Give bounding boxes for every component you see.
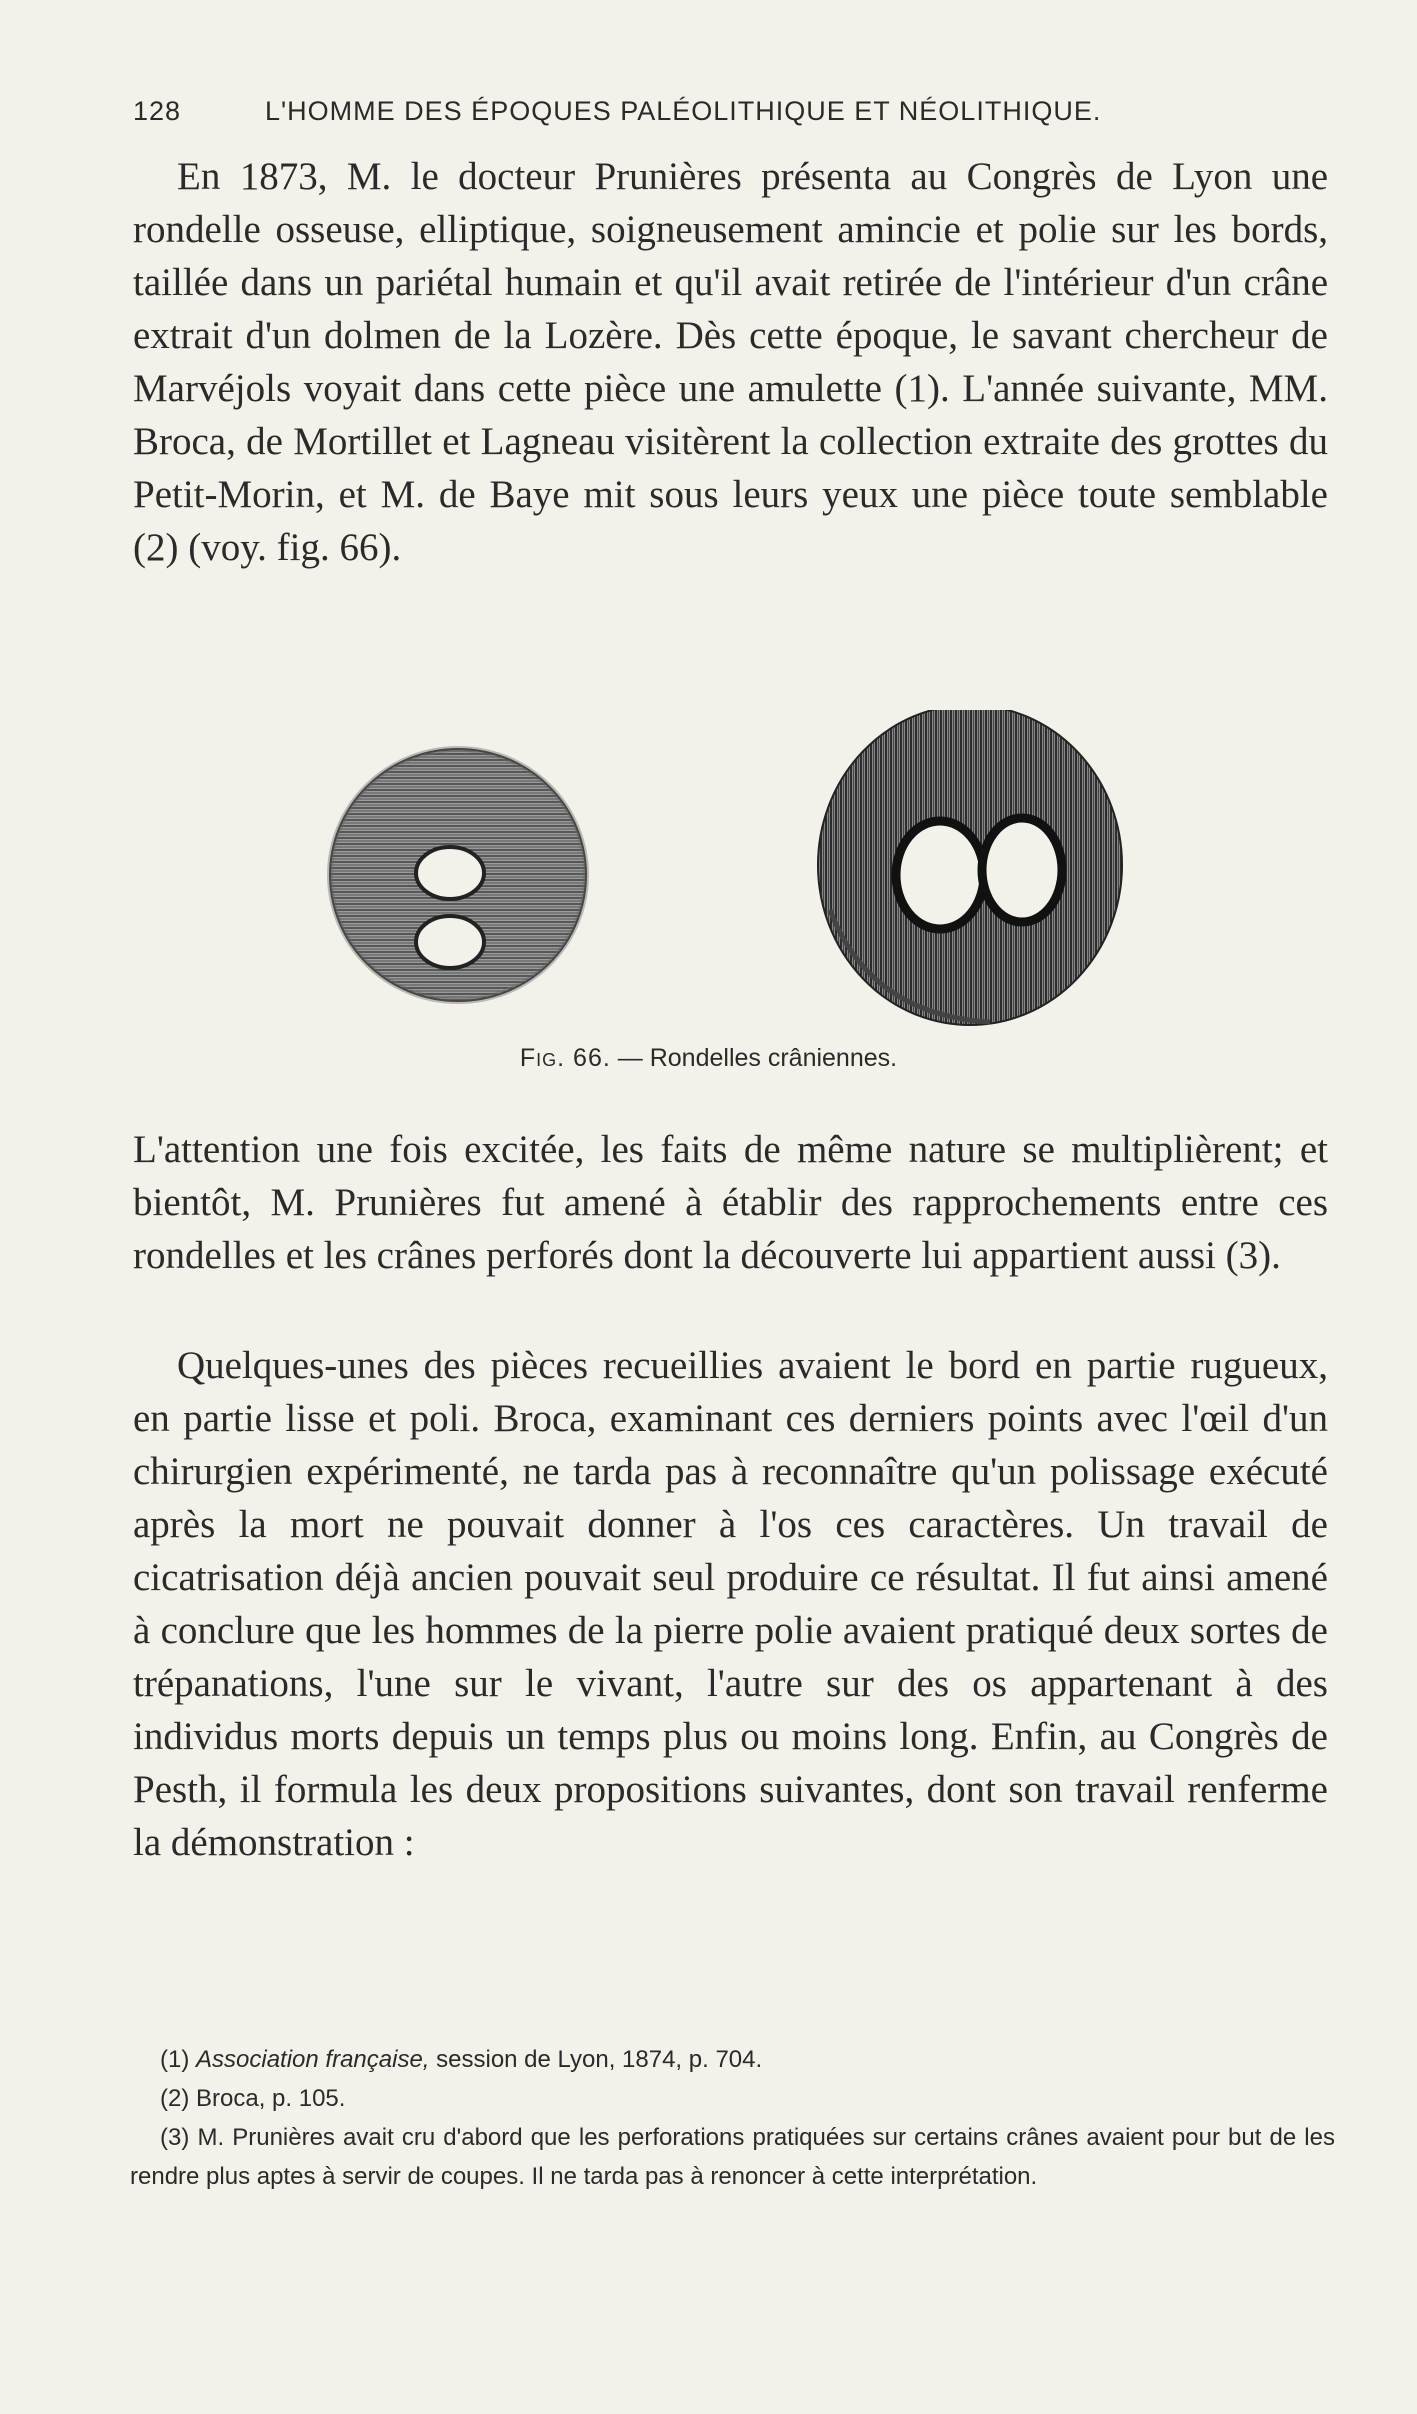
footnote-3-marker: (3) bbox=[160, 2124, 190, 2151]
paragraph-1: En 1873, M. le docteur Prunières présenta au Congrès de Lyon une rondelle osseuse, elliptique, soigneusement amincie et polie sur les bords, taillée dans un pariétal humain et qu'il avait retirée de l'intérieur d'un crâne extrait d'un dolmen de la Lozère. Dès cette époque, le savant chercheur de Marvéjols voyait dans cette pièce une amulette (1). L'année suivante, MM. Broca, de Mortillet et Lagneau visitèrent la collection extraite des grottes du Petit-Morin, et M. de Baye mit sous leurs yeux une pièce toute semblable (2) (voy. fig. 66). bbox=[133, 155, 1328, 569]
running-title: L'HOMME DES ÉPOQUES PALÉOLITHIQUE ET NÉOLITHIQUE. bbox=[265, 96, 1102, 126]
footnote-2-text: Broca, p. 105. bbox=[196, 2085, 346, 2112]
footnote-1 bbox=[160, 2040, 1335, 2079]
footnote-3-text: M. Prunières avait cru d'abord que les perforations pratiquées sur certains crânes avaient pour but de les rendre plus aptes à servir de coupes. Il ne tarda pas à renoncer à cette interprétation. bbox=[130, 2124, 1335, 2190]
footnote-3 bbox=[130, 2118, 1335, 2196]
cranial-discs-illustration bbox=[0, 710, 1417, 1030]
right-rondelle bbox=[818, 710, 1122, 1025]
figure-66 bbox=[0, 710, 1417, 1090]
footnote-1-title: Association française, bbox=[196, 2046, 430, 2073]
footnote-1-text: session de Lyon, 1874, p. 704. bbox=[436, 2046, 763, 2073]
footnote-2 bbox=[160, 2079, 1335, 2118]
figure-caption bbox=[0, 1044, 1417, 1073]
figure-dash: — bbox=[617, 1044, 643, 1072]
paragraph-3: Quelques-unes des pièces recueillies avaient le bord en partie rugueux, en partie lisse et poli. Broca, examinant ces derniers points avec l'œil d'un chirurgien expérimenté, ne tarda pas à reconnaître qu'un polissage exécuté après la mort ne pouvait donner à l'os ces caractères. Un travail de cicatrisation déjà ancien pouvait seul produire ce résultat. Il fut ainsi amené à conclure que les hommes de la pierre polie avaient pratiqué deux sortes de trépanations, l'une sur le vivant, l'autre sur des os appartenant à des individus morts depuis un temps plus ou moins long. Enfin, au Congrès de Pesth, il formula les deux propositions suivantes, dont son travail renferme la démonstration : bbox=[133, 1344, 1328, 1864]
page-number: 128 bbox=[133, 96, 182, 126]
footnote-2-marker: (2) bbox=[160, 2085, 190, 2112]
footnote-1-marker: (1) bbox=[160, 2046, 190, 2073]
left-rondelle bbox=[330, 749, 586, 1001]
figure-label: Fig. 66. bbox=[519, 1044, 611, 1072]
footnotes bbox=[130, 2040, 1335, 2196]
paragraph-2: L'attention une fois excitée, les faits de même nature se multiplièrent; et bientôt, M. Prunières fut amené à établir des rapprochements entre ces rondelles et les crânes perforés dont la découverte lui appartient aussi (3). bbox=[133, 1128, 1328, 1277]
figure-title: Rondelles crâniennes. bbox=[649, 1044, 898, 1072]
